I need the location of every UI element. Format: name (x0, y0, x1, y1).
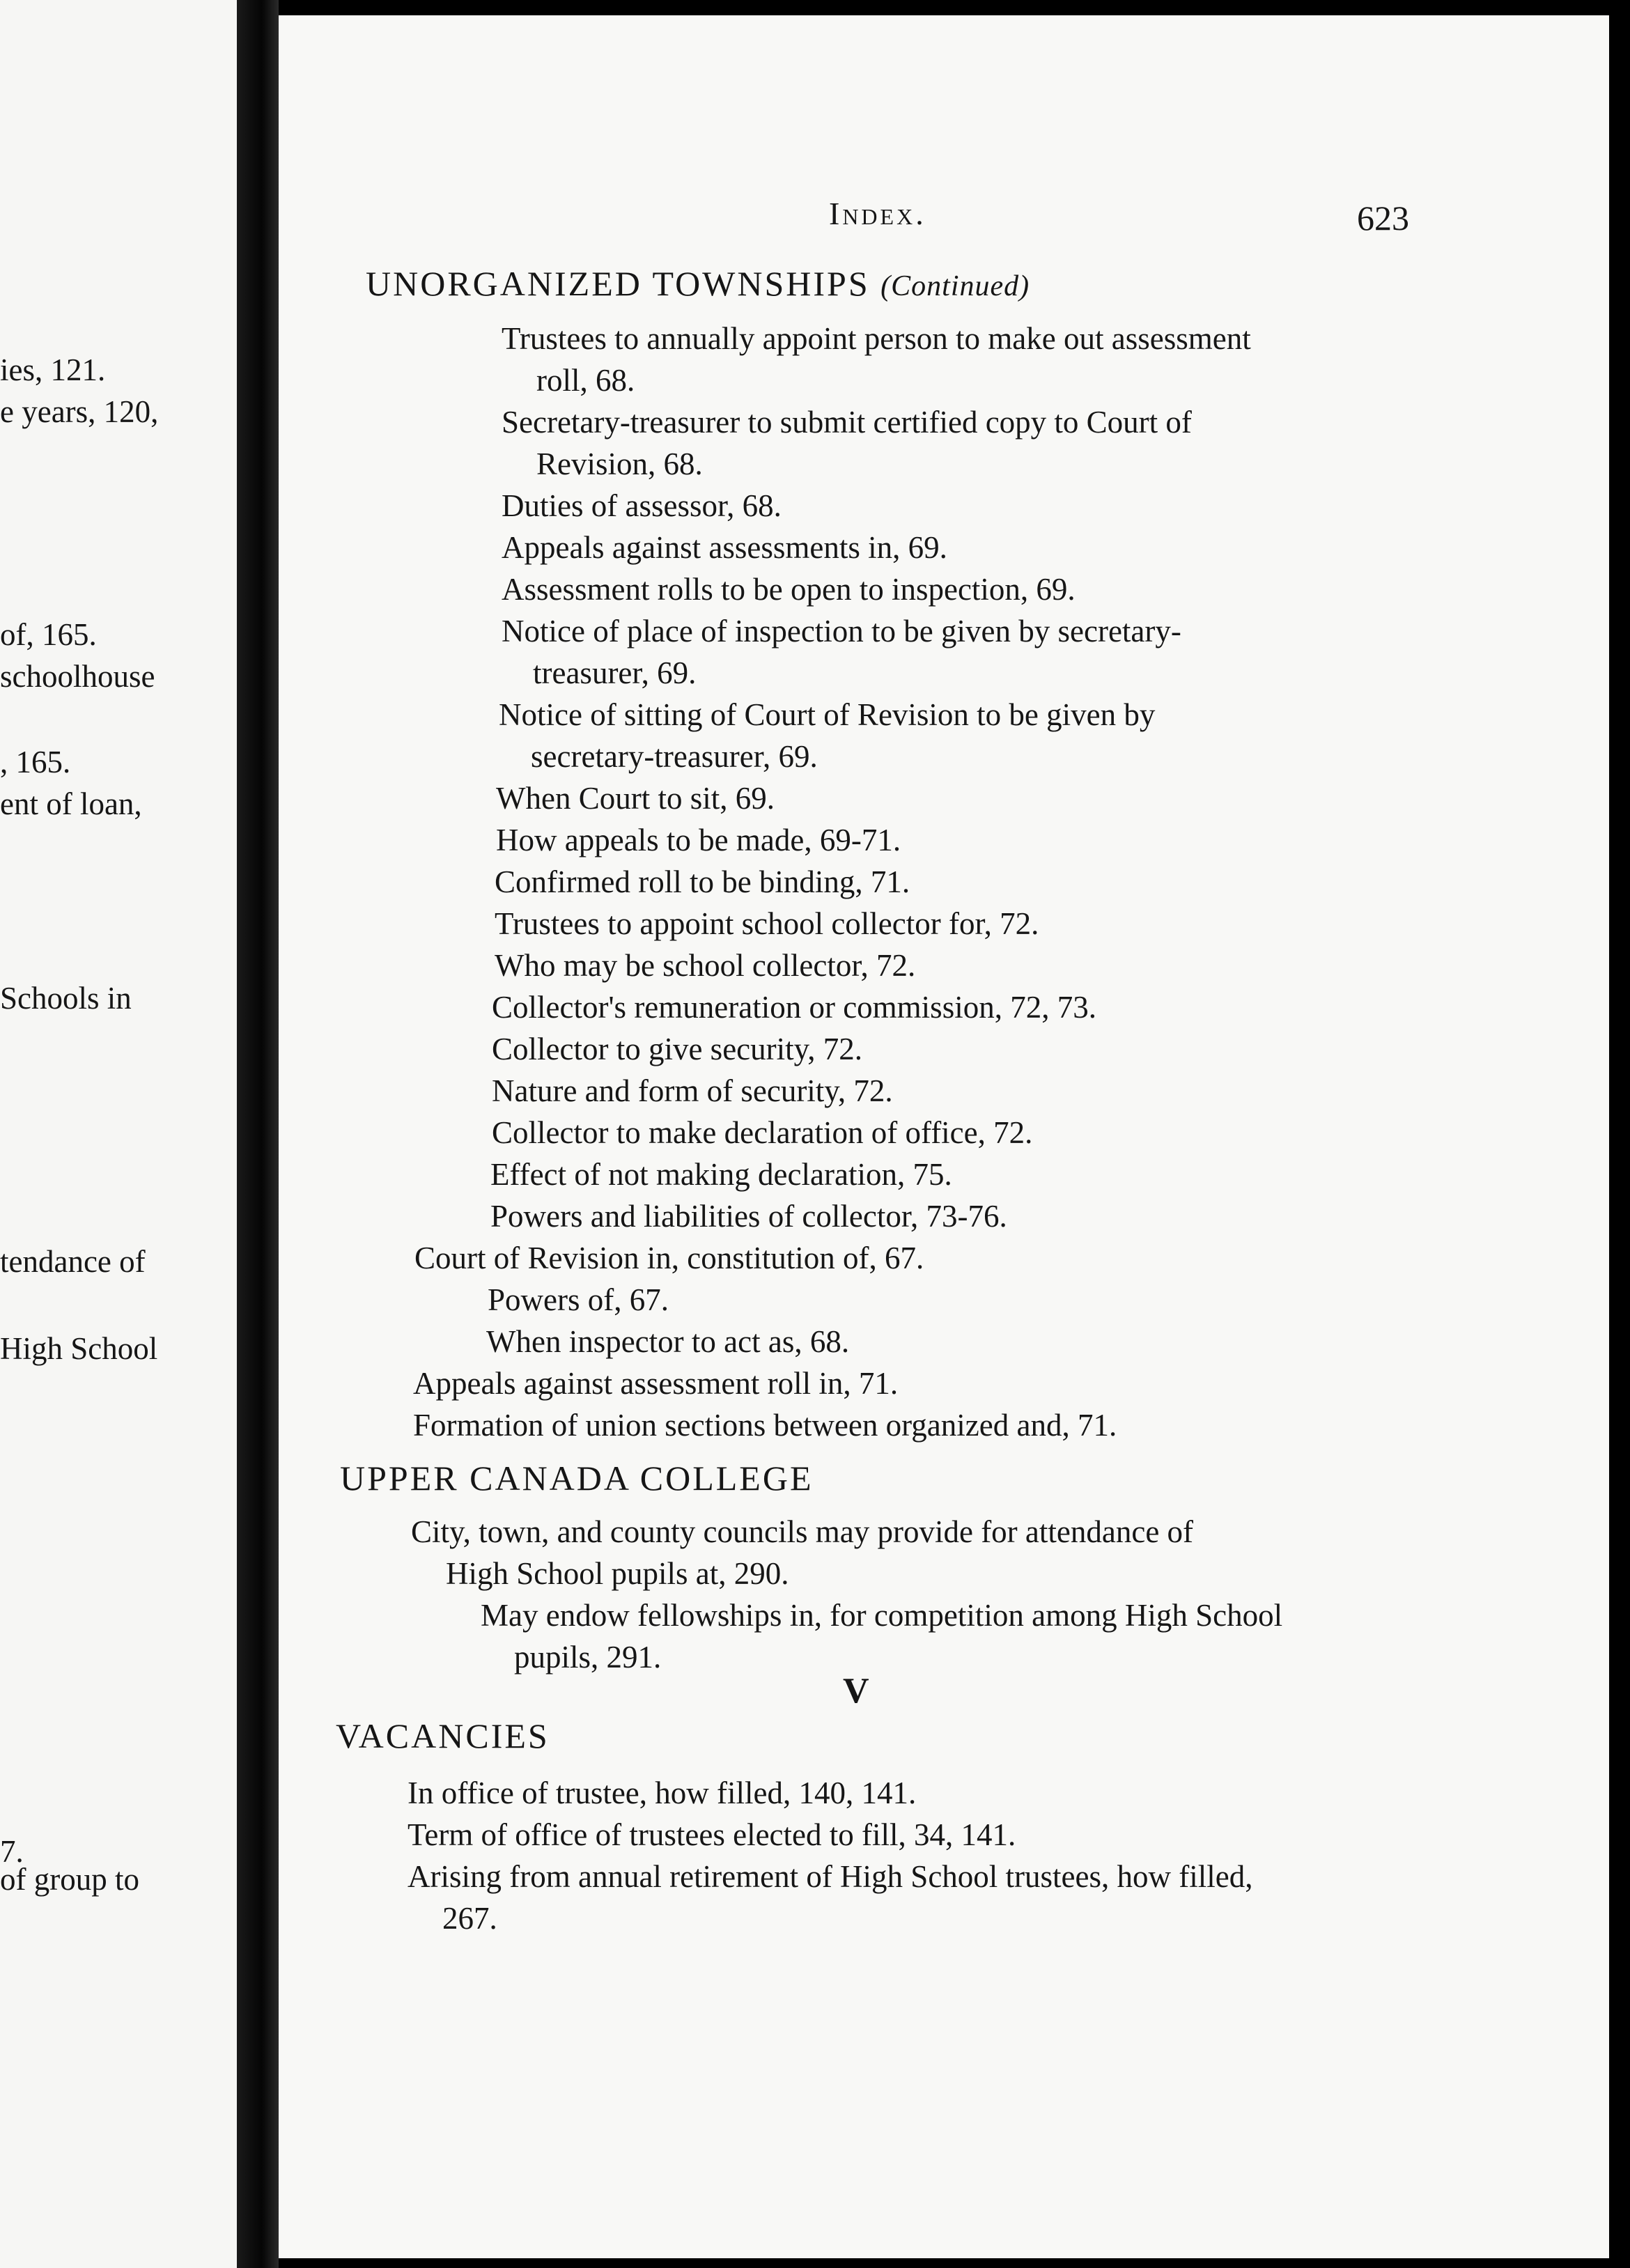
index-entry: In office of trustee, how filled, 140, 141. (408, 1776, 917, 1810)
index-heading-unorganized-townships (366, 266, 1030, 301)
index-heading-upper-canada-college: UPPER CANADA COLLEGE (340, 1459, 814, 1498)
index-entry: Trustees to annually appoint person to make out assessment (502, 321, 1251, 356)
index-entry: Court of Revision in, constitution of, 67. (414, 1241, 924, 1275)
index-entry: treasurer, 69. (533, 655, 697, 690)
index-entry: Trustees to appoint school collector for, 72. (495, 906, 1039, 941)
left-fragment: of, 165. (0, 617, 97, 652)
book-gutter (237, 0, 279, 2268)
index-entry: Assessment rolls to be open to inspection, 69. (502, 572, 1076, 607)
index-entry: Powers of, 67. (488, 1282, 669, 1317)
index-entry: Collector's remuneration or commission, 72, 73. (492, 990, 1096, 1025)
left-fragment: of group to (0, 1862, 139, 1897)
index-entry: May endow fellowships in, for competition among High School (481, 1598, 1283, 1633)
index-entry: High School pupils at, 290. (446, 1556, 789, 1591)
index-entry: Who may be school collector, 72. (495, 948, 916, 983)
index-entry: Nature and form of security, 72. (492, 1073, 893, 1108)
index-entry: Effect of not making declaration, 75. (490, 1157, 952, 1192)
continued-label: (Continued) (880, 270, 1030, 302)
index-entry: Collector to make declaration of office, 72. (492, 1115, 1033, 1150)
left-fragment: tendance of (0, 1244, 146, 1279)
index-entry: secretary-treasurer, 69. (531, 739, 818, 774)
index-entry: Secretary-treasurer to submit certified copy to Court of (502, 405, 1192, 440)
index-entry: Revision, 68. (536, 446, 703, 481)
left-fragment: e years, 120, (0, 394, 159, 429)
index-entry: Formation of union sections between organized and, 71. (413, 1408, 1117, 1443)
left-fragment: ies, 121. (0, 352, 106, 387)
index-entry: Appeals against assessment roll in, 71. (413, 1366, 899, 1401)
section-letter-v: V (843, 1671, 869, 1711)
index-entry: When Court to sit, 69. (496, 781, 775, 816)
index-page (279, 15, 1609, 2258)
index-entry: When inspector to act as, 68. (486, 1324, 850, 1359)
index-entry: roll, 68. (536, 363, 635, 398)
index-entry: Powers and liabilities of collector, 73-76. (490, 1199, 1007, 1234)
index-entry: Appeals against assessments in, 69. (502, 530, 947, 565)
index-entry: Arising from annual retirement of High School trustees, how filled, (408, 1859, 1253, 1894)
index-entry: City, town, and county councils may provide for attendance of (411, 1514, 1194, 1549)
left-fragment: 7. (0, 1834, 24, 1869)
index-heading-vacancies: VACANCIES (336, 1716, 550, 1755)
left-fragment: , 165. (0, 745, 71, 779)
left-fragment: ent of loan, (0, 786, 142, 821)
running-head: Index. (829, 196, 926, 231)
left-fragment: schoolhouse (0, 659, 155, 694)
index-entry: Duties of assessor, 68. (502, 488, 782, 523)
heading-text: UNORGANIZED TOWNSHIPS (366, 264, 870, 303)
page-number: 623 (1357, 199, 1409, 238)
index-entry: Notice of place of inspection to be given by secretary- (502, 614, 1181, 648)
index-entry: pupils, 291. (514, 1640, 662, 1675)
left-page-fragment (0, 0, 237, 2268)
left-fragment: Schools in (0, 981, 132, 1016)
index-entry: 267. (442, 1901, 497, 1936)
index-entry: Term of office of trustees elected to fill, 34, 141. (408, 1817, 1016, 1852)
index-entry: How appeals to be made, 69-71. (496, 823, 901, 857)
index-entry: Collector to give security, 72. (492, 1032, 862, 1066)
index-entry: Notice of sitting of Court of Revision to be given by (499, 697, 1156, 732)
index-entry: Confirmed roll to be binding, 71. (495, 864, 910, 899)
left-fragment: High School (0, 1331, 158, 1366)
